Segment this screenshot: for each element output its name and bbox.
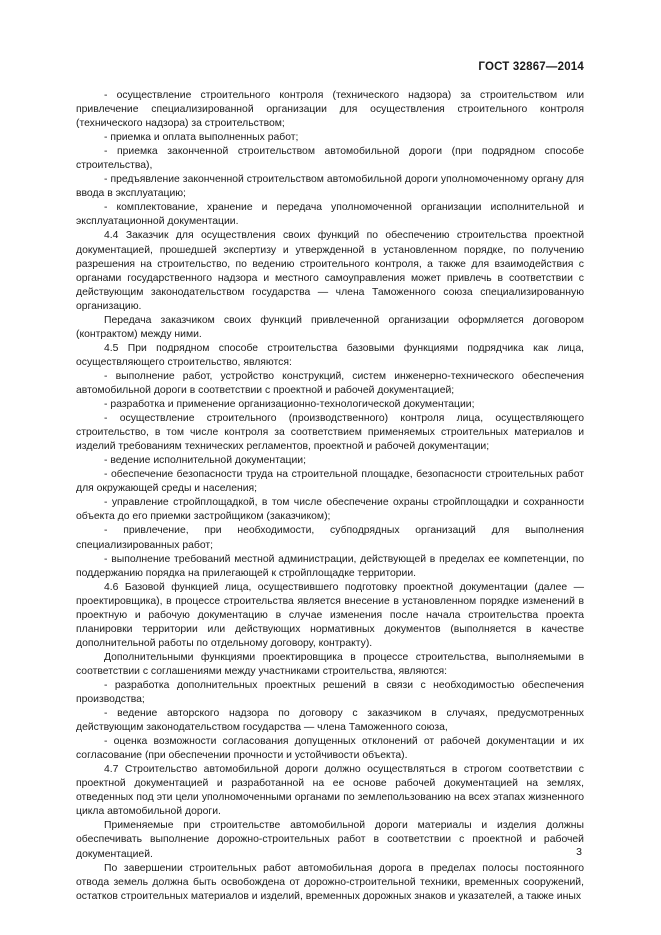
- paragraph: - комплектование, хранение и передача уполномоченной организации исполнительной и эксплуатационной документации.: [76, 202, 584, 228]
- paragraph: По завершении строительных работ автомобильная дорога в пределах полосы постоянного отвода земель должна быть освобождена от дорожно-строительной техники, временных сооружений, остатков строительных материалов и изделий, временных дорожных знаков и указателей, а также иных: [76, 862, 584, 902]
- paragraph: - разработка дополнительных проектных решений в связи с необходимостью обеспечения производства;: [76, 679, 584, 706]
- paragraph: - приемка законченной строительством автомобильной дороги (при подрядном способе строительства),: [76, 146, 584, 172]
- document-body: [76, 89, 584, 904]
- paragraph: 4.4 Заказчик для осуществления своих функций по обеспечению строительства проектной документацией, прошедшей экспертизу и утвержденной в установленном порядке, по получению разрешения на строительство, по ведению строительного контроля, а также для взаимодействия с органами государственного надзора и местного самоуправления может привлечь в соответствии с действующим законодательством государства — члена Таможенного союза специализированную организацию.: [76, 230, 584, 312]
- paragraph: Дополнительными функциями проектировщика в процессе строительства, выполняемыми в соответствии с соглашениями между участниками строительства, являются:: [76, 651, 584, 677]
- document-header: ГОСТ 32867—2014: [478, 61, 584, 73]
- paragraph: - управление стройплощадкой, в том числе обеспечение охраны стройплощадки и сохранности объекта до его приемки застройщиком (заказчиком);: [76, 497, 584, 523]
- paragraph: 4.7 Строительство автомобильной дороги должно осуществляться в строгом соответствии с проектной документацией и разработанной на ее основе рабочей документацией на землях, отведенных под эти цели уполномоченными органами по землепользованию на всех этапах жизненного цикла автомобильной дороги.: [76, 764, 584, 818]
- paragraph: 4.6 Базовой функцией лица, осуществившего подготовку проектной документации (далее — проектировщика), в процессе строительства является внесение в установленном порядке изменений в проектную и рабочую документацию в случае изменения после начала строительства проекта планировки территории или действующих нормативных документов (выполняется в качестве дополнительной работы по отдельному договору, контракту).: [76, 581, 584, 649]
- paragraph: - ведение авторского надзора по договору с заказчиком в случаях, предусмотренных действующим законодательством государства — члена Таможенного союза,: [76, 708, 584, 734]
- paragraph: Передача заказчиком своих функций привлеченной организации оформляется договором (контрактом) между ними.: [76, 314, 584, 340]
- paragraph: - предъявление законченной строительством автомобильной дороги уполномоченному органу для ввода в эксплуатацию;: [76, 174, 584, 200]
- paragraph: - ведение исполнительной документации;: [104, 455, 307, 467]
- paragraph: - выполнение работ, устройство конструкций, систем инженерно-технического обеспечения автомобильной дороги в соответствии с проектной и рабочей документацией;: [76, 370, 584, 396]
- paragraph: - оценка возможности согласования допущенных отклонений от рабочей документации и их согласование (при обеспечении прочности и устойчивости объекта).: [76, 736, 584, 762]
- paragraph: 4.5 При подрядном способе строительства базовыми функциями подрядчика как лица, осуществляющего строительство, являются:: [76, 342, 584, 368]
- paragraph: - осуществление строительного контроля (технического надзора) за строительством или привлечение специализированной организации для осуществления строительного контроля (технического надзора) за строительством;: [76, 90, 584, 130]
- paragraph: - привлечение, при необходимости, субподрядных организаций для выполнения специализированных работ;: [76, 525, 584, 551]
- paragraph: - выполнение требований местной администрации, действующей в пределах ее компетенции, по поддержанию порядка на прилегающей к стройплощадке территории.: [76, 553, 584, 579]
- paragraph: - осуществление строительного (производственного) контроля лица, осуществляющего строительство, в том числе контроля за соответствием применяемых строительных материалов и изделий требованиям технических регламентов, проектной и рабочей документации;: [76, 413, 584, 453]
- paragraph: - приемка и оплата выполненных работ;: [104, 132, 299, 144]
- page-number: 3: [576, 846, 582, 858]
- paragraph: - разработка и применение организационно-технологической документации;: [104, 399, 475, 411]
- paragraph: - обеспечение безопасности труда на строительной площадке, безопасности строительных работ для окружающей среды и населения;: [76, 469, 584, 495]
- paragraph: Применяемые при строительстве автомобильной дороги материалы и изделия должны обеспечивать выполнение дорожно-строительных работ в соответствии с проектной и рабочей документацией.: [76, 820, 584, 860]
